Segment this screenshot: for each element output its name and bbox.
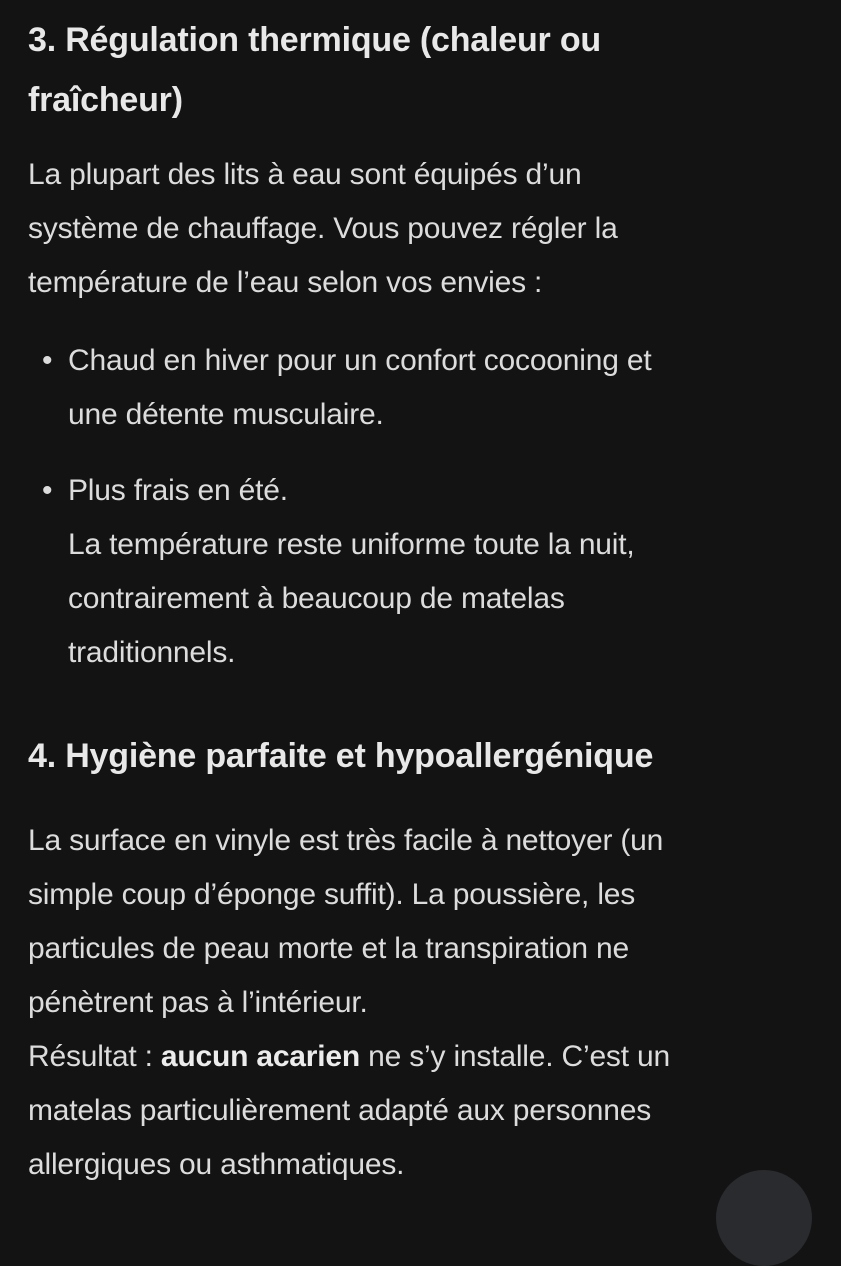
paragraph-line: allergiques ou asthmatiques.	[28, 1148, 405, 1181]
list-item	[28, 464, 828, 680]
result-prefix: Résultat :	[28, 1040, 161, 1073]
section-4-body	[28, 814, 828, 1192]
section-3-intro	[28, 148, 828, 310]
paragraph-line: La surface en vinyle est très facile à nettoyer (un	[28, 824, 664, 857]
bullet-icon: •	[42, 344, 53, 377]
list-item-line: La température reste uniforme toute la nuit,	[68, 528, 635, 561]
paragraph-line: La plupart des lits à eau sont équipés d’un	[28, 158, 582, 191]
result-bold-text: aucun acarien	[160, 1040, 361, 1073]
paragraph-line: simple coup d’éponge suffit). La poussière, les	[28, 878, 636, 911]
paragraph-line: système de chauffage. Vous pouvez régler la	[28, 212, 618, 245]
paragraph-line: particules de peau morte et la transpiration ne	[28, 932, 629, 965]
section-4-heading: 4. Hygiène parfaite et hypoallergénique	[28, 737, 654, 775]
response-content	[28, 0, 828, 1192]
list-item-line: Plus frais en été.	[68, 474, 288, 507]
section-3-heading	[28, 10, 828, 130]
list-item	[28, 334, 828, 442]
result-line	[28, 1030, 828, 1084]
section-3-heading-line: fraîcheur)	[28, 81, 183, 119]
result-suffix: ne s’y installe. C’est un	[360, 1040, 670, 1073]
section-3-bullet-list	[28, 334, 828, 680]
list-item-line: contrairement à beaucoup de matelas	[68, 582, 565, 615]
list-item-line: traditionnels.	[68, 636, 236, 669]
paragraph-line: matelas particulièrement adapté aux personnes	[28, 1094, 652, 1127]
paragraph-line: pénètrent pas à l’intérieur.	[28, 986, 368, 1019]
list-item-line: une détente musculaire.	[68, 398, 384, 431]
list-item-line: Chaud en hiver pour un confort cocooning et	[68, 344, 652, 377]
bullet-icon: •	[42, 474, 53, 507]
scroll-down-button[interactable]	[716, 1170, 812, 1266]
section-3-heading-line: 3. Régulation thermique (chaleur ou	[28, 21, 601, 59]
paragraph-line: température de l’eau selon vos envies :	[28, 266, 543, 299]
